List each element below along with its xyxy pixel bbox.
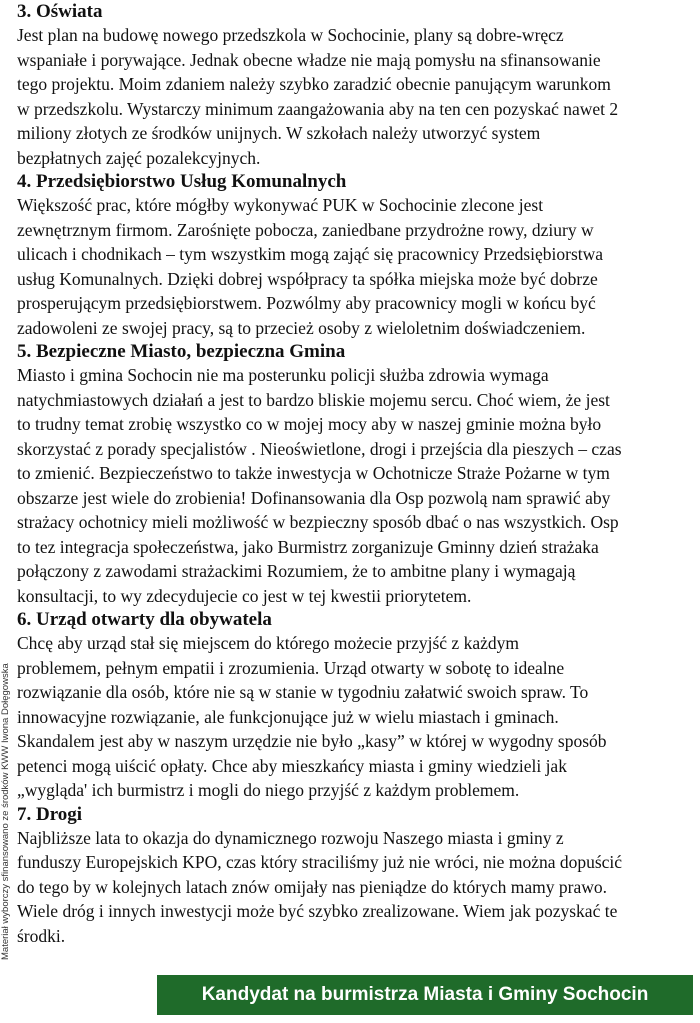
document-body [17, 0, 699, 948]
section-bezpieczenstwo [17, 340, 699, 608]
section-drogi [17, 803, 699, 949]
section-paragraph: Jest plan na budowę nowego przedszkola w Sochocinie, plany są dobre-wręcz wspaniałe i porywające. Jednak obecne władze nie mają pomysłu na sfinansowanie tego projektu. Moim zdaniem należy szybko zaradzić obecnie panującym warunkom w przedszkolu. Wystarczy minimum zaangażowania aby na ten cen pozyskać nawet 2 miliony złotych ze środków unijnych. W szkołach należy utworzyć system bezpłatnych zajęć pozalekcyjnych. [17, 25, 619, 168]
section-heading: 3. Oświata [17, 1, 103, 22]
section-paragraph: Najbliższe lata to okazja do dynamicznego rozwoju Naszego miasta i gminy z funduszy Europejskich KPO, czas który straciliśmy już nie wróci, nie można dopuścić do tego by w kolejnych latach znów omijały nas pieniądze do których mamy prawo. Wiele dróg i innych inwestycji może być szybko zrealizowane. Wiem jak pozyskać te środki. [17, 827, 623, 946]
section-puk [17, 170, 699, 340]
section-urzad [17, 608, 699, 803]
section-paragraph: Większość prac, które mógłby wykonywać PUK w Sochocinie zlecone jest zewnętrznym firmom. Zarośnięte pobocza, zaniedbane przydrożne rowy, dziury w ulicach i chodnikach – tym wszystkim mogą zająć się pracownicy Przedsiębiorstwa usług Komunalnych. Dzięki dobrej współpracy ta spółka miejska może być dobrze prosperującym przedsiębiorstwem. Pozwólmy aby pracownicy mogli w końcu być zadowoleni ze swojej pracy, są to przecież osoby z wieloletnim doświadczeniem. [17, 195, 604, 338]
banner-text: Kandydat na burmistrza Miasta i Gminy Sochocin [201, 984, 649, 1005]
section-heading: 5. Bezpieczne Miasto, bezpieczna Gmina [17, 341, 346, 362]
section-heading: 4. Przedsiębiorstwo Usług Komunalnych [17, 171, 347, 192]
section-oswiata [17, 0, 699, 170]
funding-credit: Materiał wyborczy sfinansowano ze środków KWW Iwona Dołęgowska [0, 663, 11, 960]
section-paragraph: Chcę aby urząd stał się miejscem do którego możecie przyjść z każdym problemem, pełnym empatii i zrozumienia. Urząd otwarty w sobotę to idealne rozwiązanie dla osób, które nie są w stanie w tygodniu załatwić swoich spraw. To innowacyjne rozwiązanie, ale funkcjonujące już w wielu miastach i gminach. Skandalem jest aby w naszym urzędzie nie było „kasy” w której w wygodny sposób petenci mogą uiścić opłaty. Chce aby mieszkańcy miasta i gminy wiedzieli jak „wygląda' ich burmistrz i mogli do niego przyjść z każdym problemem. [17, 633, 607, 800]
section-heading: 7. Drogi [17, 803, 83, 825]
section-heading: 6. Urząd otwarty dla obywatela [17, 609, 272, 630]
candidate-banner [157, 975, 693, 1015]
section-paragraph: Miasto i gmina Sochocin nie ma posterunku policji służba zdrowia wymaga natychmiastowych działań a jest to bardzo bliskie mojemu sercu. Choć wiem, że jest to trudny temat zrobię wszystko co w mojej mocy aby w naszej gminie można było skorzystać z porady specjalistów . Nieoświetlone, drogi i przejścia dla pieszych – czas to zmienić. Bezpieczeństwo to także inwestycja w Ochotnicze Straże Pożarne w tym obszarze jest wiele do zrobienia! Dofinansowania dla Osp pozwolą nam sprawić aby strażacy ochotnicy mieli możliwość w bezpieczny sposób dbać o nas wszystkich. Osp to tez integracja społeczeństwa, jako Burmistrz zorganizuje Gminny dzień strażaka połączony z zawodami strażackimi Rozumiem, że to ambitne plany i wymagają konsultacji, to wy zdecydujecie co jest w tej kwestii priorytetem. [17, 365, 622, 606]
